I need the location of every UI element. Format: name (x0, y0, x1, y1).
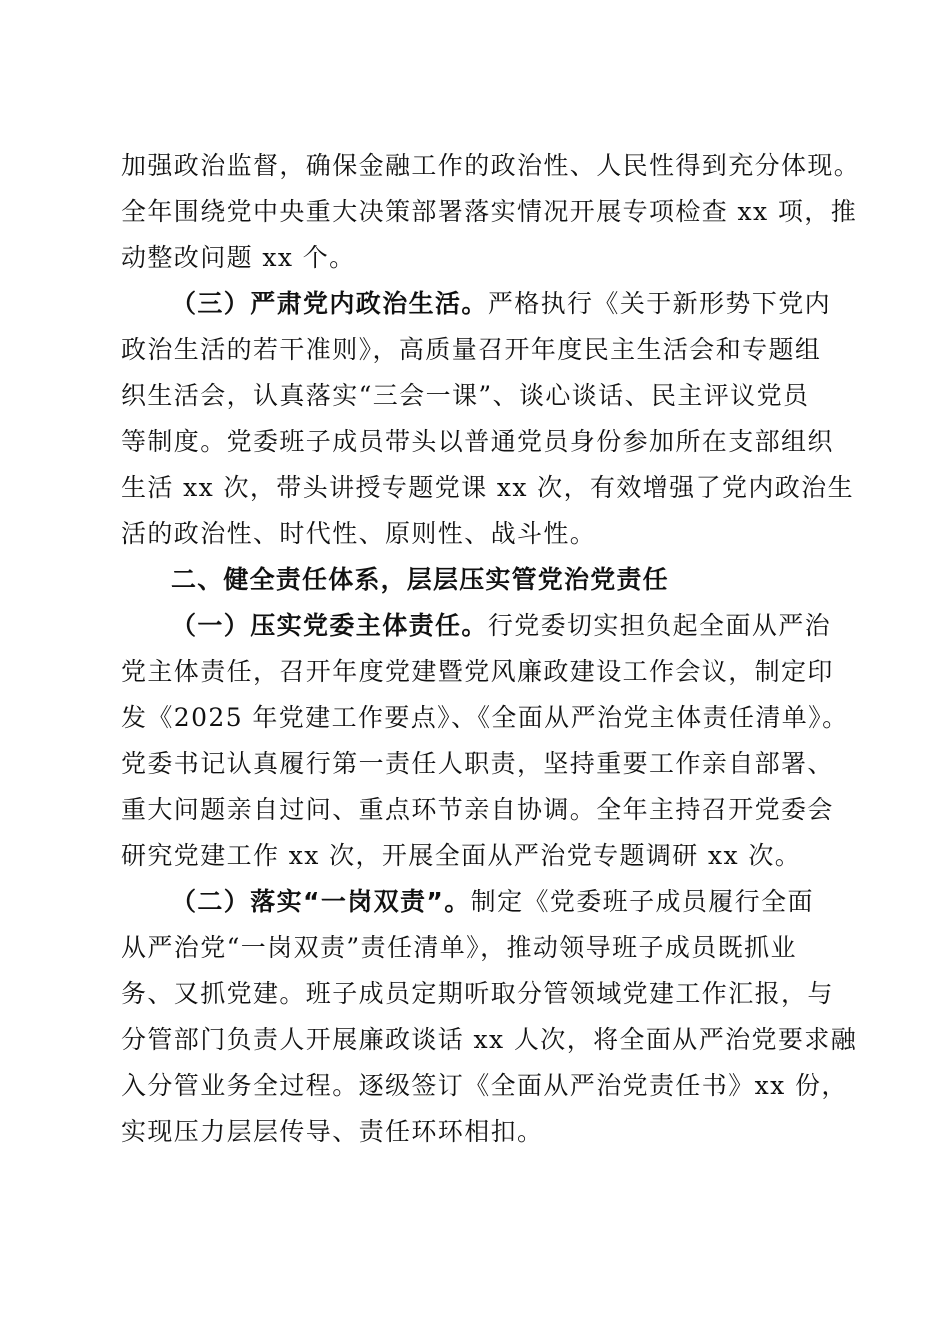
paragraph-political-life (121, 281, 854, 557)
text-line: 党委书记认真履行第一责任人职责，坚持重要工作亲自部署、 (121, 749, 834, 778)
text-line: 党主体责任，召开年度党建暨党风廉政建设工作会议，制定印 (121, 657, 834, 686)
paragraph-lead: （二）落实“一岗双责”。 (171, 887, 471, 916)
text-line: 活的政治性、时代性、原则性、战斗性。 (121, 519, 597, 548)
text-line: 从严治党“一岗双责”责任清单》，推动领导班子成员既抓业 (121, 933, 797, 962)
text-line (121, 281, 841, 327)
text-line: 研究党建工作 xx 次，开展全面从严治党专题调研 xx 次。 (121, 841, 802, 870)
paragraph-text: 严格执行《关于新形势下党内 (487, 289, 832, 318)
text-line: 动整改问题 xx 个。 (121, 243, 356, 272)
paragraph-dual-responsibility (121, 879, 858, 1155)
text-line: 生活 xx 次，带头讲授专题党课 xx 次，有效增强了党内政治生 (121, 473, 854, 502)
document-body (121, 143, 861, 1155)
text-line: 加强政治监督，确保金融工作的政治性、人民性得到充分体现。 (121, 151, 861, 180)
text-line: 政治生活的若干准则》，高质量召开年度民主生活会和专题组 (121, 335, 822, 364)
paragraph-party-committee-responsibility (121, 603, 849, 879)
paragraph-text: 行党委切实担负起全面从严治 (487, 611, 832, 640)
text-line (121, 603, 841, 649)
paragraph-text: 制定《党委班子成员履行全面 (470, 887, 814, 916)
paragraph-lead: （一）压实党委主体责任。 (171, 611, 488, 640)
text-line: 分管部门负责人开展廉政谈话 xx 人次，将全面从严治党要求融 (121, 1025, 858, 1054)
paragraph-lead: （三）严肃党内政治生活。 (171, 289, 488, 318)
text-line: 织生活会，认真落实“三会一课”、谈心谈话、民主评议党员 (121, 381, 810, 410)
text-line: 重大问题亲自过问、重点环节亲自协调。全年主持召开党委会 (121, 795, 834, 824)
text-line (121, 879, 841, 925)
paragraph-supervision (121, 143, 861, 281)
text-line: 入分管业务全过程。逐级签订《全面从严治党责任书》xx 份， (121, 1071, 848, 1100)
text-line: 发《2025 年党建工作要点》、《全面从严治党主体责任清单》。 (121, 703, 849, 732)
text-line: 全年围绕党中央重大决策部署落实情况开展专项检查 xx 项，推 (121, 197, 858, 226)
text-line: 务、又抓党建。班子成员定期听取分管领域党建工作汇报，与 (121, 979, 834, 1008)
text-line: 等制度。党委班子成员带头以普通党员身份参加所在支部组织 (121, 427, 834, 456)
text-line: 实现压力层层传导、责任环环相扣。 (121, 1117, 544, 1146)
section-heading: 二、健全责任体系，层层压实管党治党责任 (171, 565, 669, 594)
